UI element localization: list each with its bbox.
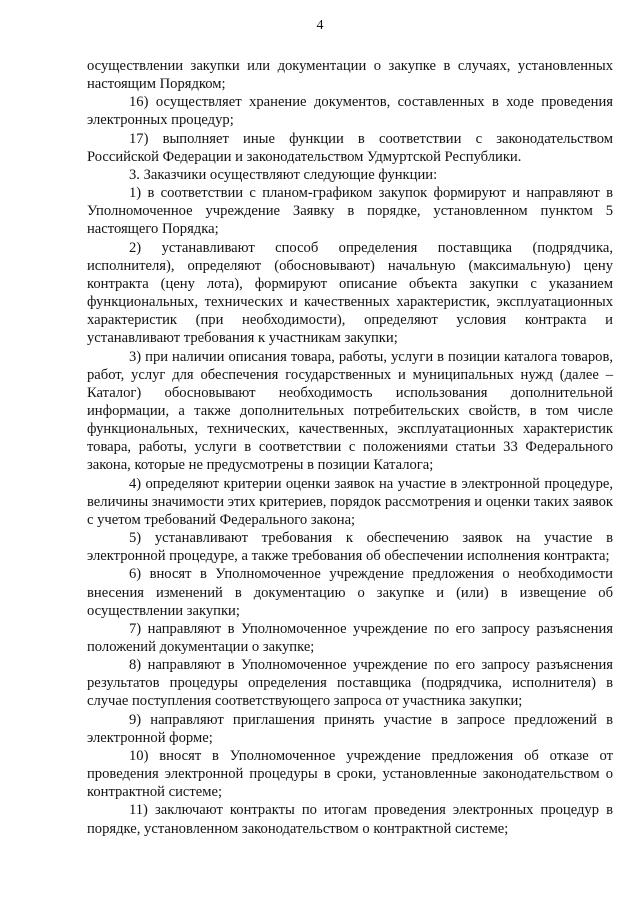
paragraph-item-11: 11) заключают контракты по итогам проведения электронных процедур в порядке, установленном законодательством о контрактной системе; xyxy=(87,802,613,837)
paragraph-item-10: 10) вносят в Уполномоченное учреждение предложения об отказе от проведения электронной процедуры в сроки, установленные законодательством о контрактной системе; xyxy=(87,747,613,801)
paragraph-item-5: 5) устанавливают требования к обеспечению заявок на участие в электронной процедуре, а также требования об обеспечении исполнения контракта; xyxy=(87,530,613,565)
paragraph-item-6: 6) вносят в Уполномоченное учреждение предложения о необходимости внесения изменений в документацию о закупке и (или) в извещение об осуществлении закупки; xyxy=(87,566,613,619)
paragraph-item-3: 3) при наличии описания товара, работы, услуги в позиции каталога товаров, работ, услуг для обеспечения государственных и муниципальных нужд (далее – Каталог) обосновывают необходимость использования дополнительной информации, а также дополнительных потребительских свойств, в том числе функциональных, технических, качественных, эксплуатационных характеристик товара, работы, услуги в соответствии с положениями статьи 33 Федерального закона, которые не предусмотрены в позиции Каталога; xyxy=(87,348,613,474)
paragraph-item-4: 4) определяют критерии оценки заявок на участие в электронной процедуре, величины значимости этих критериев, порядок рассмотрения и оценки таких заявок с учетом требований Федерального закона; xyxy=(87,475,613,528)
paragraph-item-8: 8) направляют в Уполномоченное учреждение по его запросу разъяснения результатов процедуры определения поставщика (подрядчика, исполнителя) в случае поступления соответствующего запроса от участника закупки; xyxy=(87,657,613,710)
paragraph-item-2: 2) устанавливают способ определения поставщика (подрядчика, исполнителя), определяют (обосновывают) начальную (максимальную) цену контракта (цену лота), формируют описание объекта закупки с указанием функциональных, технических и качественных характеристик, эксплуатационных характеристик (при необходимости), определяют условия контракта и устанавливают требования к участникам закупки; xyxy=(87,239,613,347)
paragraph-item-17: 17) выполняет иные функции в соответствии с законодательством Российской Федерации и законодательством Удмуртской Республики. xyxy=(87,130,613,165)
document-body xyxy=(87,57,613,838)
page-number: 4 xyxy=(316,18,324,33)
paragraph-item-1: 1) в соответствии с планом-графиком закупок формируют и направляют в Уполномоченное учреждение Заявку в порядке, установленном пунктом 5 настоящего Порядка; xyxy=(87,185,613,238)
paragraph-item-9: 9) направляют приглашения принять участие в запросе предложений в электронной форме; xyxy=(87,711,613,746)
section-3-heading: 3. Заказчики осуществляют следующие функции: xyxy=(129,166,438,183)
paragraph-item-7: 7) направляют в Уполномоченное учреждение по его запросу разъяснения положений документации о закупке; xyxy=(87,620,613,655)
paragraph-continuation: осуществлении закупки или документации о закупке в случаях, установленных настоящим Порядком; xyxy=(87,58,613,93)
paragraph-item-16: 16) осуществляет хранение документов, составленных в ходе проведения электронных процедур; xyxy=(87,94,613,129)
